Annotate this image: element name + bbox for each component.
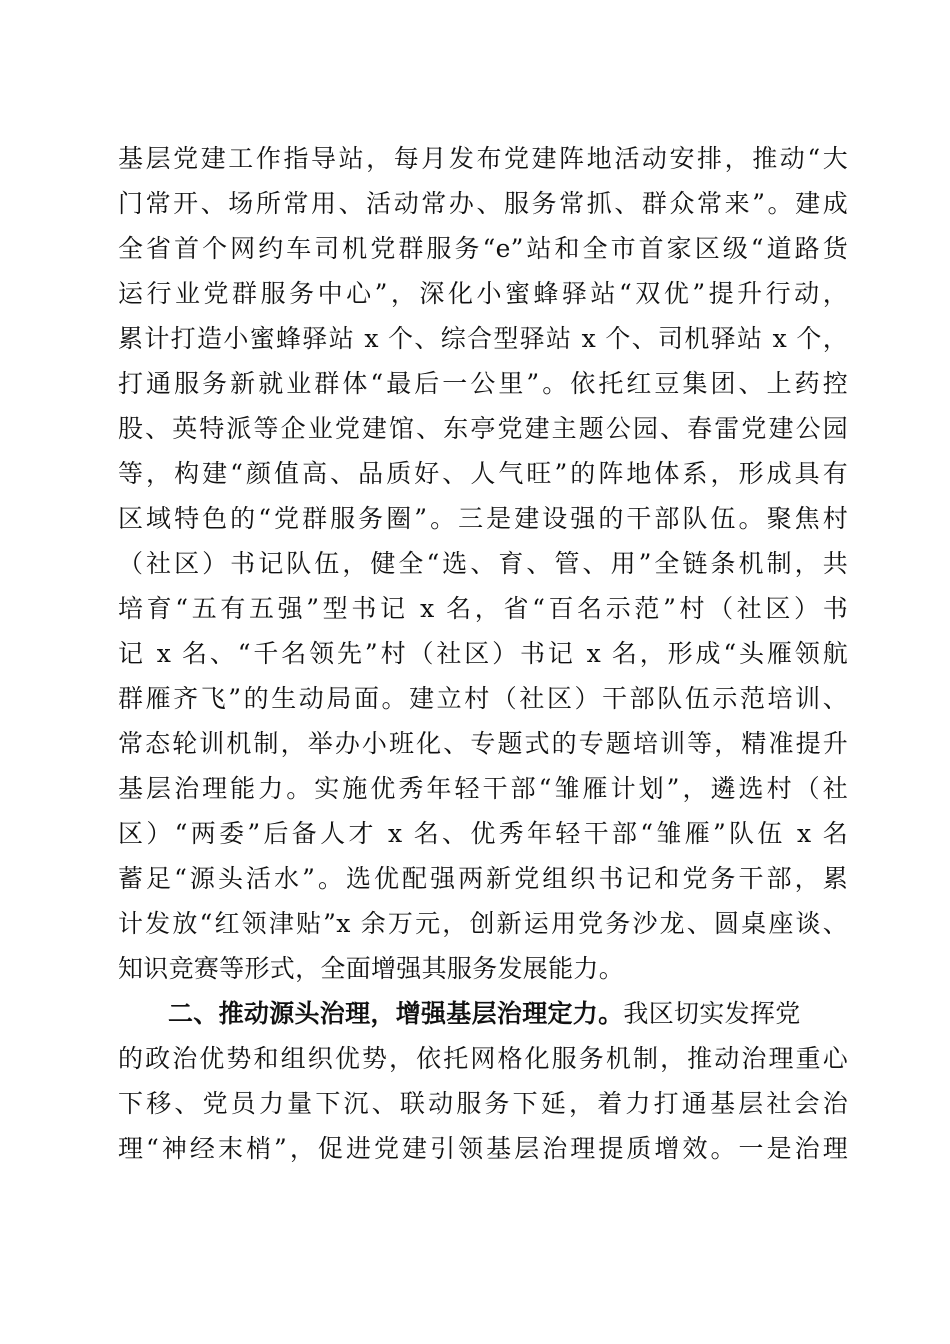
- section-heading: 二、推动源头治理，增强基层治理定力。: [168, 999, 624, 1028]
- text-line: 累计打造小蜜蜂驿站 x 个、综合型驿站 x 个、司机驿站 x 个，: [118, 324, 848, 353]
- text-line: 区）“两委”后备人才 x 名、优秀年轻干部“雏雁”队伍 x 名: [118, 819, 848, 848]
- text-line: 下移、党员力量下沉、联动服务下延，着力打通基层社会治: [118, 1089, 848, 1118]
- paragraph-2: [118, 991, 848, 1171]
- paragraph-1: [118, 136, 848, 991]
- text-line: 股、英特派等企业党建馆、东亭党建主题公园、春雷党建公园: [118, 414, 848, 443]
- text-line: 运行业党群服务中心”，深化小蜜蜂驿站“双优”提升行动，: [118, 279, 848, 308]
- text-line: 蓄足“源头活水”。选优配强两新党组织书记和党务干部，累: [118, 864, 848, 893]
- text-line: 常态轮训机制，举办小班化、专题式的专题培训等，精准提升: [118, 729, 848, 758]
- text-line: 区域特色的“党群服务圈”。三是建设强的干部队伍。聚焦村: [118, 504, 848, 533]
- text-line: 记 x 名、“千名领先”村（社区）书记 x 名，形成“头雁领航: [118, 639, 848, 668]
- document-body: [118, 136, 848, 1171]
- section-heading-line: [118, 991, 848, 1036]
- text-line: 全省首个网约车司机党群服务“e”站和全市首家区级“道路货: [118, 234, 848, 263]
- text-line: 等，构建“颜值高、品质好、人气旺”的阵地体系，形成具有: [118, 459, 848, 488]
- text-line: 知识竞赛等形式，全面增强其服务发展能力。: [118, 954, 625, 983]
- text-line: 群雁齐飞”的生动局面。建立村（社区）干部队伍示范培训、: [118, 684, 848, 713]
- text-line: 计发放“红领津贴”x 余万元，创新运用党务沙龙、圆桌座谈、: [118, 909, 848, 938]
- text-line: 的政治优势和组织优势，依托网格化服务机制，推动治理重心: [118, 1044, 848, 1073]
- text-line: 打通服务新就业群体“最后一公里”。依托红豆集团、上药控: [118, 369, 848, 398]
- text-run: 我区切实发挥党: [623, 999, 801, 1028]
- text-line: 基层党建工作指导站，每月发布党建阵地活动安排，推动“大: [118, 144, 848, 173]
- text-line: （社区）书记队伍，健全“选、育、管、用”全链条机制，共: [118, 549, 848, 578]
- text-line: 门常开、场所常用、活动常办、服务常抓、群众常来”。建成: [118, 189, 848, 218]
- text-line: 理“神经末梢”，促进党建引领基层治理提质增效。一是治理: [118, 1134, 848, 1163]
- text-line: 基层治理能力。实施优秀年轻干部“雏雁计划”，遴选村（社: [118, 774, 848, 803]
- text-line: 培育“五有五强”型书记 x 名，省“百名示范”村（社区）书: [118, 594, 848, 623]
